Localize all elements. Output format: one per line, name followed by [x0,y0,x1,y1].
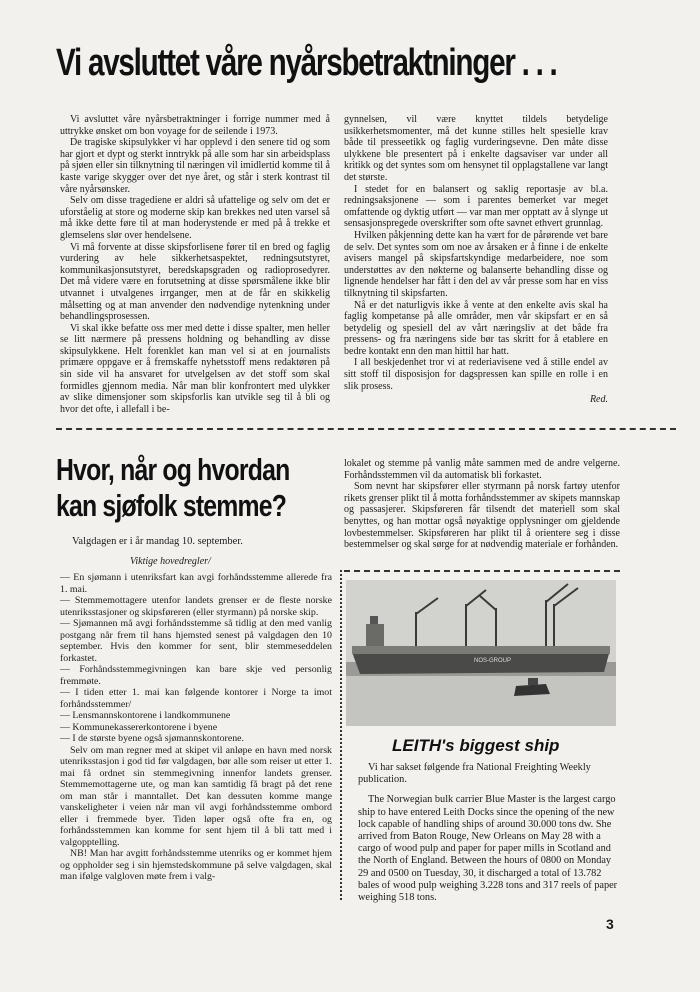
ship-hull-lettering: NOS-GROUP [474,658,512,664]
ship-illustration [346,580,616,726]
paragraph: Selv om disse tragediene er aldri så ufattelige og selv om det er uforståelig at store og moderne skip kan brekkes ned uten varsel så må ikke dette føre til at man hoderystende er med på å trekke et glemselens slør over hendelsene. [60,195,330,241]
signature: Red. [589,394,608,406]
paragraph: I stedet for en balansert og saklig reportasje av bl.a. redningsaksjonene — som i parentes bemerket var meget omfattende og dyktig utført — var man mer opptatt av å slynge ut sensasjonspregede overskrifter som ofte savnet ethvert grunnlag. [344,183,608,230]
ship-photo [346,580,616,726]
paragraph: I all beskjedenhet tror vi at rederiavisene ved å stille endel av sitt stoff til disposisjon for dagspressen kan spille en rolle i en slik prosess. [344,357,608,392]
column-divider [340,570,342,900]
paragraph: Nå er det naturligvis ikke å vente at den enkelte avis skal ha faglig kompetanse på alle områder, men vår skipsfart er en så betydelig og spesiell del av vårt næringsliv at det både fra pressens- og fra næringens side bør tas skritt for å etablere en bedre kontakt enn den man hittil har hatt. [344,299,608,357]
paragraph: The Norwegian bulk carrier Blue Master is the largest cargo ship to have entered Leith Docks since the opening of the new lock capable of handling ships of around 30.000 tons dw. She arrived from Baton Rouge, New Orleans on May 28 with a cargo of wood pulp and paper for paper mills in Scotland and the North of England. Between the hours of 0800 on Monday 29 and 0500 on Tuesday, 30, it discharged a total of 13.782 bales of wood pulp weighing 3.228 tons and 317 reels of paper weighing 518 tons. [358,794,618,904]
title-line: Hvor, når og hvordan [56,452,290,487]
paragraph: Vi må forvente at disse skipsforlisene fører til en bred og faglig vurdering av hele sikkerhetsaspektet, redningsutstyret, kommunikasjonsutstyret, beredskapsgraden og radioprosedyrer. Det må videre være en forutsetning at disse spørsmålene ikke blir utvannet i utvalgenes irrganger, men at de får en skikkelig målsetting og at man anvender den nødvendige nytenkning under behandlingsprosessen. [60,241,330,323]
paragraph: Som nevnt har skipsfører eller styrmann på norsk fartøy utenfor rikets grenser plikt til å motta forhåndsstemmer av skipets mannskap og passasjerer. Skipsføreren får tilsendt det materiell som skal benyttes, og han mottar også nøyaktige opplysninger om gjeldende lovbestemmelser. Skipsføreren har plikt til å orientere seg i disse bestemmelser og skal sørge for at nødvendig materiale er forhånden. [344,481,620,551]
paragraph: NB! Man har avgitt forhåndsstemme utenriks og er kommet hjem og oppholder seg i sin hjemstedskommune på selve valgdagen, skal man ifølge valgloven møte frem i valg- [60,848,332,882]
paragraph: Vi har sakset følgende fra National Freighting Weekly publication. [358,762,591,786]
title-line: kan sjøfolk stemme? [56,488,287,523]
paragraph: — En sjømann i utenriksfart kan avgi forhåndsstemme allerede fra 1. mai. [60,572,332,595]
paragraph: — I tiden etter 1. mai kan følgende kontorer i Norge ta imot forhåndsstemmer/ [60,687,332,710]
paragraph: — Forhåndsstemmegivningen kan bare skje ved personlig fremmøte. [60,664,332,687]
paragraph: Hvilken påkjenning dette kan ha vært for de pårørende vet bare de selv. Det syntes som om noe av årsaken er å finne i de enkelte avisers mangel på skipsfartskyndige medarbeidere, noe som understøttes av den nøkterne og balanserte behandling disse og lignende hendelser har fått i den del av vår presse som har en viss tilknytning til skipsfarten. [344,229,608,299]
paragraph: Vi avsluttet våre nyårsbetraktninger i forrige nummer med å uttrykke ønsket om bon voyage for de seilende i 1973. [60,114,330,137]
paragraph: — Stemmemottagere utenfor landets grenser er de fleste norske utenriksstasjoner og skipsføreren (eller styrmann) på norske skip. [60,595,332,618]
article1-left-column [60,114,330,415]
subheading: Viktige hovedregler/ [130,556,211,567]
paragraph: — I de største byene også sjømannskontorene. [60,733,245,744]
paragraph: — Kommunekassererkontorene i byene [60,721,218,733]
article3-column [358,762,618,904]
article-title-leith: LEITH's biggest ship [392,736,560,755]
paragraph: lokalet og stemme på vanlig måte sammen med de andre velgerne. Forhåndsstemmen vil da automatisk bli forkastet. [344,458,620,481]
box-divider [344,570,620,572]
article-title-voting [56,452,320,524]
paragraph: — Sjømannen må avgi forhåndsstemme så tidlig at den med vanlig postgang når frem til hans hjemsted senest på valgdagen den 10 september. Hvis den kommer for sent, blir stemmeseddelen forkastet. [60,618,332,664]
paragraph: De tragiske skipsulykker vi har opplevd i den senere tid og som har gjort et dypt og sterkt inntrykk på alle som har sin arbeidsplass på sjøen eller sin tilknytning til næringen vil imidlertid komme til å kaste varige skygger over det nye året, og står i sterk kontrast til våre nyårsønsker. [60,137,330,195]
paragraph: gynnelsen, vil være knyttet tildels betydelige usikkerhetsmomenter, må det kunne stilles helt spesielle krav både til presseetikk og faglig vurderingsevne. Den måte disse ulykkene ble presentert på i enkelte dagsaviser var under all kritikk og det syntes som om hensynet til opplagstallene var langt det største. [344,114,608,183]
article1-right-column [344,114,608,406]
lead-text: Valgdagen er i år mandag 10. september. [72,536,243,547]
paragraph: Selv om man regner med at skipet vil anløpe en havn med norsk utenriksstasjon i god tid før valgdagen, bør alle som reiser ut etter 1. mai få ordnet sin stemmegivning innenfor landets grenser. Stemmemottagerne ute, og man kan samtidig få bragt på det rene om man står i manntallet. Det kan dessuten komme mange vanskeligheter i veien når man vil avgi forhåndsstemme ombord eller i fremmede byer. Tiden løper også ofte fra en, og forhåndsstemmen kan komme for sent hjem til å bli tatt med i valgopptelling. [60,744,332,848]
article-title-new-year: Vi avsluttet våre nyårsbetraktninger . . . [56,42,557,84]
section-divider [56,428,676,430]
article2-left-column [60,572,332,883]
article2-right-column [344,458,620,551]
page-number: 3 [606,916,614,932]
paragraph: — Lensmannskontorene i landkommunene [60,710,231,721]
paragraph: Vi skal ikke befatte oss mer med dette i disse spalter, men heller se litt nærmere på pressens holdning og behandling av disse skipsulykkene. Helt forenklet kan man vel si at en journalists primære oppgave er å fremskaffe nyhetsstoff mens redaktøren på sin side vil ha ansvaret for utvelgelsen av det stoff som skal formidles gjennom media. Når man blir konfrontert med ulykker av slike dimensjoner som skipsforlis kan utvikle seg til å bli og hvor det ofte, i allefall i be- [60,322,330,415]
